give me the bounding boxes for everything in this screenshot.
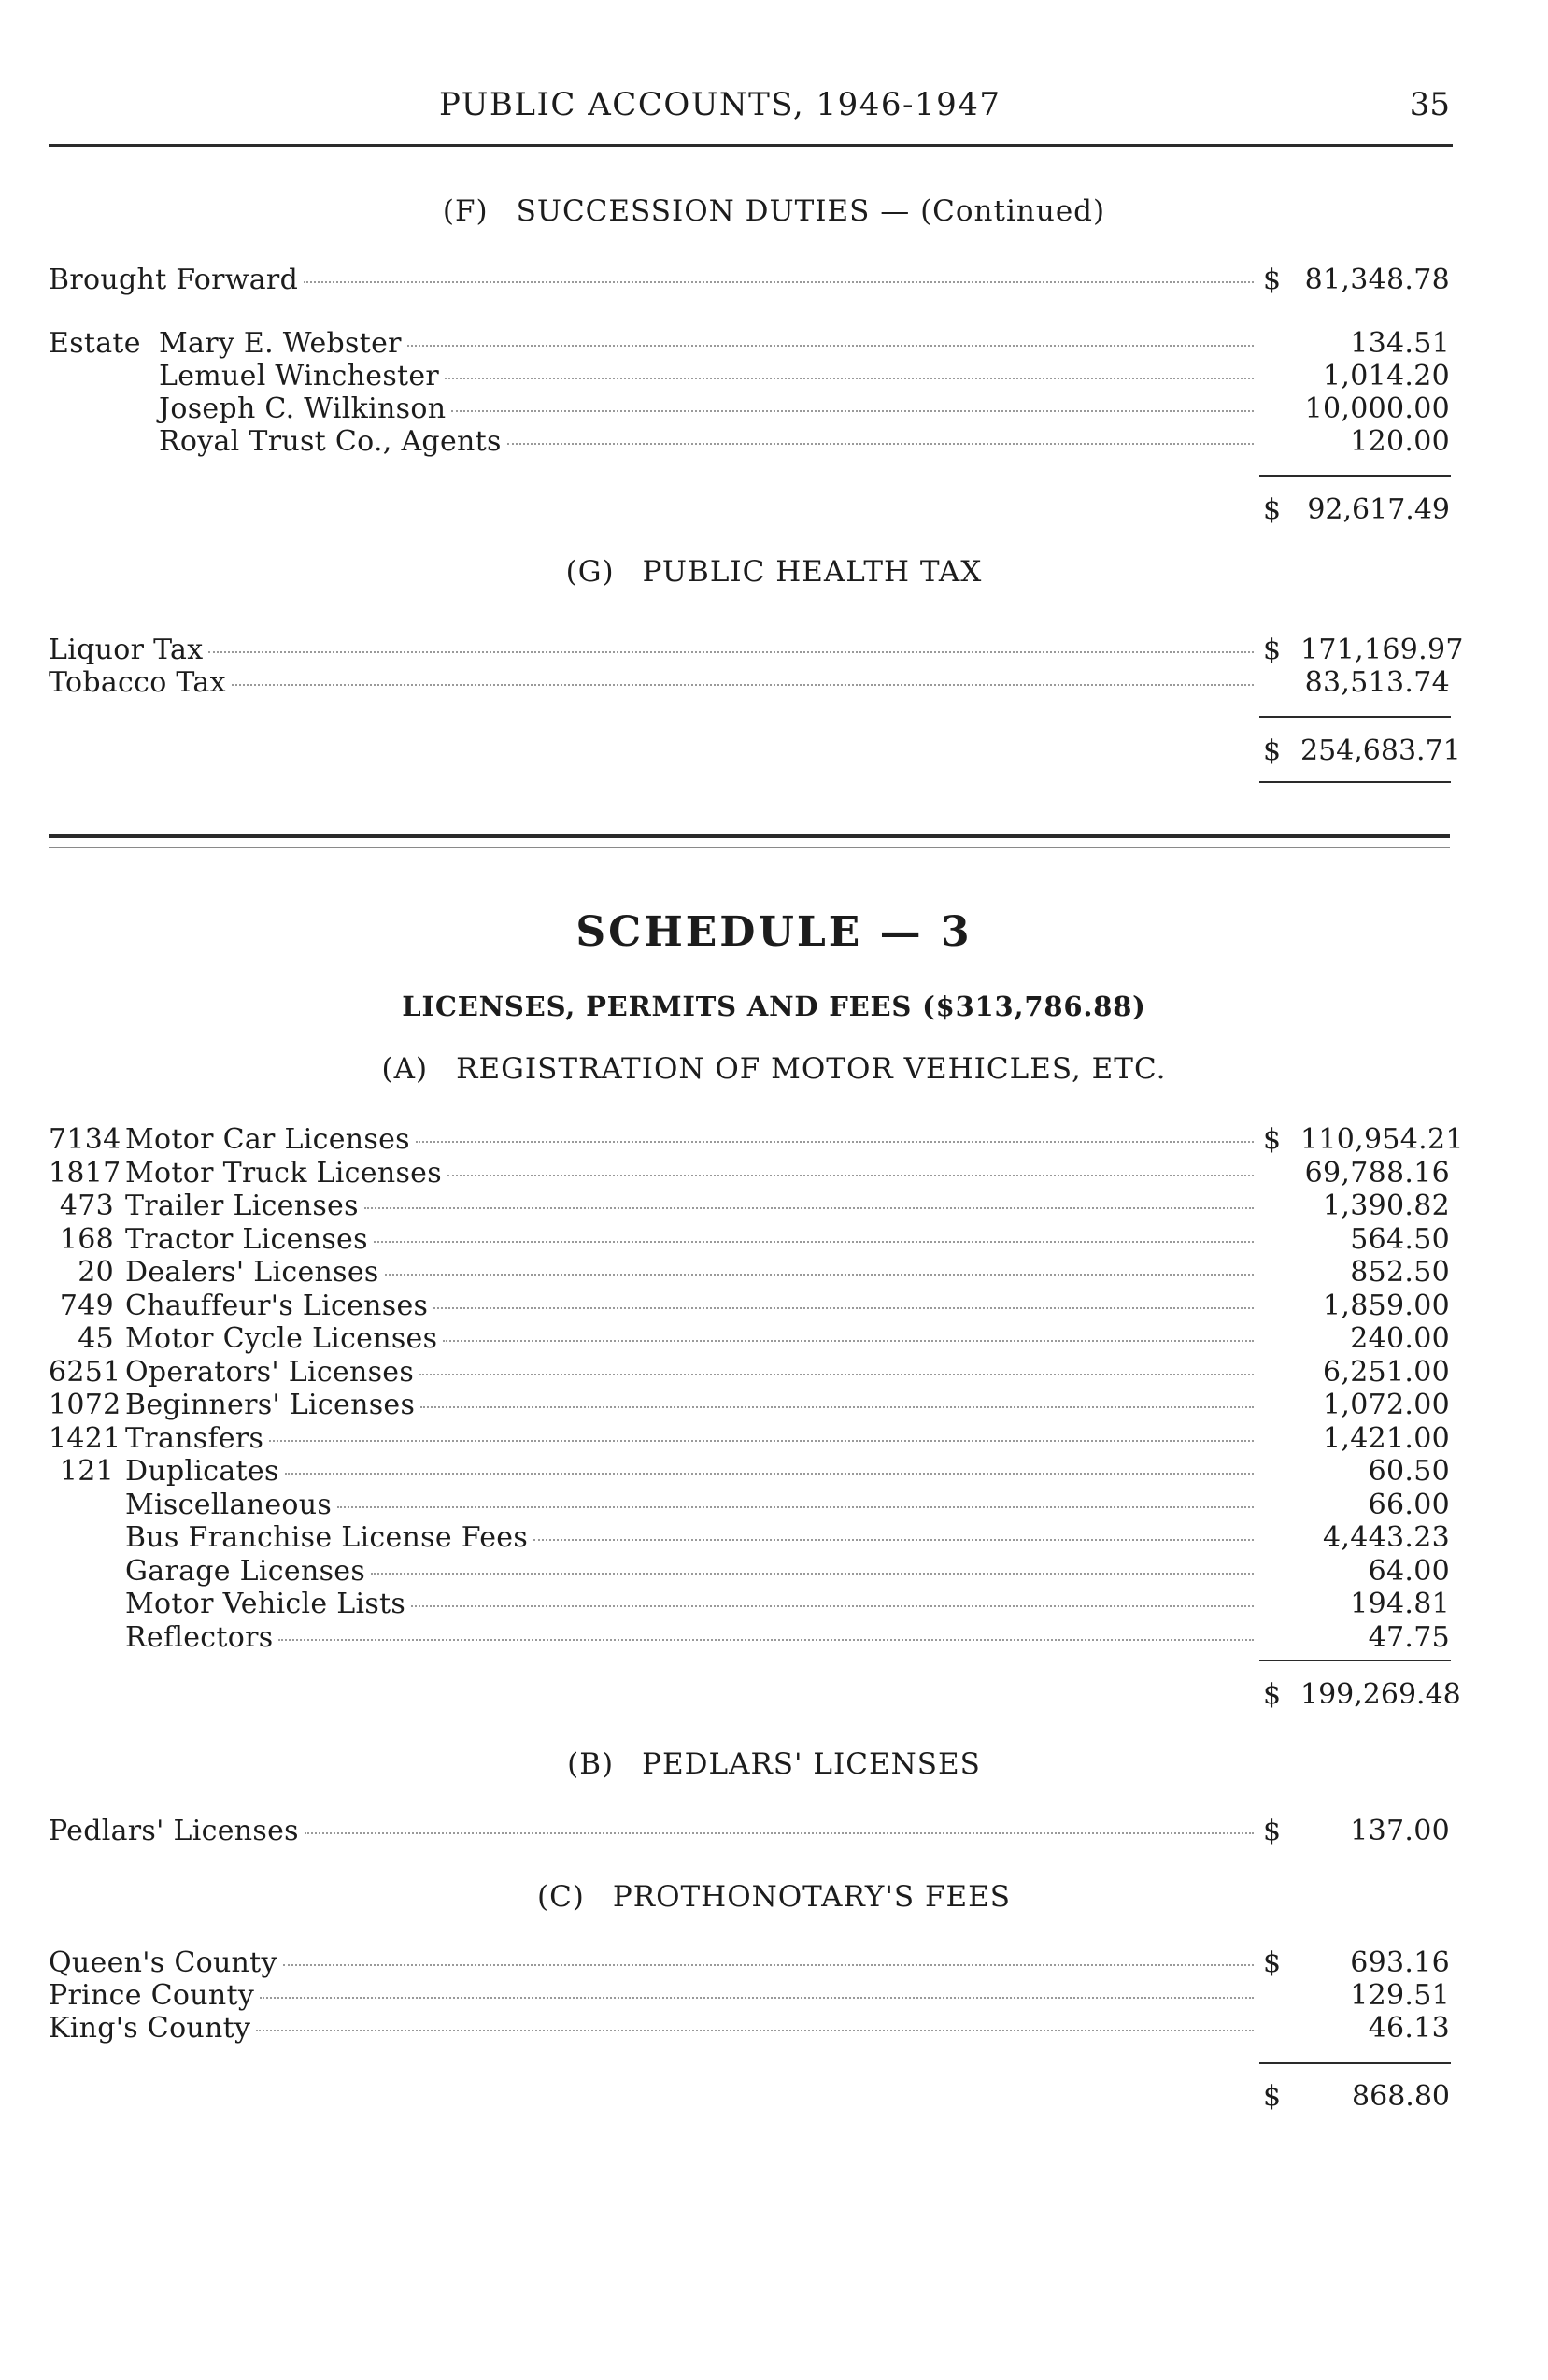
- row-quantity: 7134: [49, 1123, 121, 1156]
- ledger-row: [49, 634, 1464, 667]
- ledger-row: [49, 392, 1450, 426]
- section-b-title: PEDLARS' LICENSES: [642, 1747, 981, 1781]
- row-amount: 693.16: [1350, 1946, 1450, 1979]
- section-b-letter: (B): [567, 1747, 615, 1781]
- row-amount: 137.00: [1350, 1815, 1450, 1847]
- row-label: Garage Licenses: [125, 1555, 366, 1588]
- row-amount: 1,390.82: [1323, 1190, 1450, 1222]
- section-separator-thin: [49, 847, 1450, 848]
- leader-dots: [420, 1406, 1254, 1408]
- total-amount: 868.80: [1352, 2080, 1450, 2113]
- section-f-total: [1263, 493, 1450, 527]
- total-currency: $: [1263, 2080, 1282, 2113]
- row-amount: 83,513.74: [1304, 666, 1450, 699]
- row-label: Brought Forward: [49, 264, 299, 296]
- section-f-title: SUCCESSION DUTIES — (Continued): [516, 194, 1106, 228]
- leader-dots: [445, 378, 1254, 379]
- estate-prefix: Estate: [49, 327, 141, 360]
- sum-rule: [1259, 1660, 1451, 1661]
- page-number: 35: [1409, 86, 1450, 123]
- ledger-row: [49, 1123, 1464, 1157]
- row-label: Joseph C. Wilkinson: [159, 392, 447, 425]
- row-label: Motor Car Licenses: [125, 1123, 410, 1156]
- leader-dots: [304, 281, 1254, 283]
- ledger-row: [49, 1946, 1450, 1980]
- row-label: Prince County: [49, 1979, 255, 2012]
- ledger-row: [49, 1290, 1450, 1323]
- section-g-total: [1263, 734, 1461, 768]
- running-header: [0, 86, 1548, 133]
- sum-rule: [1259, 716, 1451, 718]
- ledger-row: [49, 1322, 1450, 1356]
- section-a-total: [1263, 1678, 1461, 1712]
- section-b-heading: [0, 1747, 1548, 1781]
- leader-dots: [419, 1374, 1254, 1375]
- leader-dots: [533, 1539, 1254, 1541]
- row-quantity: 121: [59, 1455, 114, 1488]
- section-separator: [49, 834, 1450, 838]
- row-currency: $: [1263, 1946, 1282, 1979]
- ledger-row: [49, 1356, 1450, 1390]
- ledger-row: [49, 666, 1450, 700]
- ledger-row: [49, 1588, 1450, 1621]
- row-label: Royal Trust Co., Agents: [159, 425, 502, 458]
- ledger-row: [49, 1489, 1450, 1522]
- row-label: Mary E. Webster: [159, 327, 402, 360]
- leader-dots: [447, 1175, 1254, 1176]
- row-label: Bus Franchise License Fees: [125, 1521, 529, 1554]
- ledger-row: [49, 1422, 1450, 1456]
- row-quantity: 1421: [49, 1422, 121, 1455]
- row-label: Duplicates: [125, 1455, 279, 1488]
- row-amount: 134.51: [1350, 327, 1450, 360]
- row-amount: 194.81: [1350, 1588, 1450, 1620]
- brought-forward-row: [49, 264, 1450, 297]
- row-amount: 1,421.00: [1323, 1422, 1450, 1455]
- ledger-row: [49, 1979, 1450, 2013]
- row-label: Motor Truck Licenses: [125, 1157, 442, 1190]
- row-quantity: 749: [59, 1290, 114, 1322]
- row-amount: 240.00: [1350, 1322, 1450, 1355]
- row-label: Tobacco Tax: [49, 666, 226, 699]
- ledger-row: [49, 1190, 1450, 1223]
- row-quantity: 20: [78, 1256, 114, 1289]
- leader-dots: [416, 1141, 1254, 1143]
- section-c-title: PROTHONOTARY'S FEES: [612, 1880, 1012, 1914]
- leader-dots: [507, 443, 1254, 445]
- row-amount: 852.50: [1350, 1256, 1450, 1289]
- sum-rule: [1259, 475, 1451, 477]
- ledger-row: [49, 1157, 1450, 1190]
- section-g-title: PUBLIC HEALTH TAX: [642, 555, 983, 589]
- row-amount: 120.00: [1350, 425, 1450, 458]
- row-amount: 46.13: [1368, 2012, 1450, 2045]
- schedule-subtitle: LICENSES, PERMITS AND FEES ($313,786.88): [402, 990, 1146, 1022]
- leader-dots: [285, 1473, 1254, 1475]
- row-amount: 1,859.00: [1323, 1290, 1450, 1322]
- section-c-heading: [0, 1880, 1548, 1914]
- row-quantity: 473: [59, 1190, 114, 1222]
- leader-dots: [260, 1997, 1254, 1999]
- leader-dots: [305, 1832, 1254, 1834]
- row-label: Beginners' Licenses: [125, 1389, 416, 1421]
- header-rule: [49, 144, 1453, 147]
- ledger-row: [49, 1815, 1450, 1848]
- leader-dots: [208, 651, 1254, 653]
- section-c-total: [1263, 2080, 1450, 2114]
- row-amount: 6,251.00: [1323, 1356, 1450, 1389]
- leader-dots: [232, 684, 1254, 686]
- leader-dots: [256, 2030, 1254, 2031]
- ledger-row: [49, 1621, 1450, 1655]
- row-amount: 60.50: [1368, 1455, 1450, 1488]
- leader-dots: [411, 1605, 1254, 1607]
- row-label: Pedlars' Licenses: [49, 1815, 299, 1847]
- row-amount: 564.50: [1350, 1223, 1450, 1256]
- row-label: Tractor Licenses: [125, 1223, 368, 1256]
- ledger-row: [49, 1223, 1450, 1257]
- sum-rule: [1259, 2062, 1451, 2064]
- row-quantity: 45: [78, 1322, 114, 1355]
- ledger-row: [49, 1555, 1450, 1589]
- total-amount: 254,683.71: [1300, 734, 1461, 767]
- ledger-row: [49, 1256, 1450, 1290]
- leader-dots: [283, 1964, 1254, 1966]
- row-label: Operators' Licenses: [125, 1356, 415, 1389]
- row-amount: 129.51: [1350, 1979, 1450, 2012]
- section-c-letter: (C): [536, 1880, 585, 1914]
- row-amount: 110,954.21: [1300, 1123, 1464, 1156]
- section-f-letter: (F): [442, 194, 489, 228]
- sum-rule: [1259, 781, 1451, 783]
- leader-dots: [371, 1573, 1254, 1575]
- section-g-letter: (G): [565, 555, 615, 589]
- row-quantity: 168: [59, 1223, 114, 1256]
- total-currency: $: [1263, 1678, 1282, 1711]
- row-amount: 1,072.00: [1323, 1389, 1450, 1421]
- row-currency: $: [1263, 634, 1282, 666]
- ledger-row: [49, 1389, 1450, 1422]
- total-currency: $: [1263, 493, 1282, 526]
- row-label: Queen's County: [49, 1946, 277, 1979]
- row-currency: $: [1263, 264, 1282, 296]
- row-amount: 81,348.78: [1304, 264, 1450, 296]
- row-label: Miscellaneous: [125, 1489, 333, 1521]
- leader-dots: [278, 1639, 1254, 1641]
- ledger-row: [49, 360, 1450, 393]
- row-amount: 171,169.97: [1300, 634, 1464, 666]
- row-label: Dealers' Licenses: [125, 1256, 379, 1289]
- leader-dots: [337, 1506, 1254, 1508]
- row-label: Motor Vehicle Lists: [125, 1588, 406, 1620]
- leader-dots: [374, 1241, 1254, 1243]
- leader-dots: [451, 410, 1254, 412]
- section-a-letter: (A): [381, 1052, 429, 1086]
- leader-dots: [269, 1440, 1254, 1442]
- row-amount: 10,000.00: [1304, 392, 1450, 425]
- schedule-title: SCHEDULE — 3: [575, 908, 973, 956]
- row-currency: $: [1263, 1815, 1282, 1847]
- total-amount: 199,269.48: [1300, 1678, 1461, 1711]
- ledger-row: [49, 327, 1450, 361]
- row-amount: 66.00: [1368, 1489, 1450, 1521]
- section-a-title: REGISTRATION OF MOTOR VEHICLES, ETC.: [456, 1052, 1167, 1086]
- row-label: Motor Cycle Licenses: [125, 1322, 438, 1355]
- ledger-row: [49, 1455, 1450, 1489]
- row-label: Transfers: [125, 1422, 264, 1455]
- row-label: Trailer Licenses: [125, 1190, 359, 1222]
- row-amount: 64.00: [1368, 1555, 1450, 1588]
- row-label: Liquor Tax: [49, 634, 204, 666]
- row-quantity: 1072: [49, 1389, 121, 1421]
- row-currency: $: [1263, 1123, 1282, 1156]
- row-quantity: 6251: [49, 1356, 121, 1389]
- row-label: King's County: [49, 2012, 251, 2045]
- row-quantity: 1817: [49, 1157, 121, 1190]
- leader-dots: [385, 1274, 1254, 1276]
- ledger-row: [49, 1521, 1450, 1555]
- row-amount: 69,788.16: [1304, 1157, 1450, 1190]
- row-label: Lemuel Winchester: [159, 360, 440, 392]
- row-amount: 1,014.20: [1323, 360, 1450, 392]
- leader-dots: [364, 1207, 1254, 1209]
- leader-dots: [407, 345, 1254, 347]
- total-amount: 92,617.49: [1307, 493, 1450, 526]
- row-label: Chauffeur's Licenses: [125, 1290, 429, 1322]
- leader-dots: [433, 1307, 1254, 1309]
- row-amount: 4,443.23: [1323, 1521, 1450, 1554]
- section-a-heading: [0, 1052, 1548, 1086]
- ledger-row: [49, 2012, 1450, 2045]
- row-amount: 47.75: [1368, 1621, 1450, 1654]
- section-g-heading: [0, 555, 1548, 589]
- row-label: Reflectors: [125, 1621, 274, 1654]
- total-currency: $: [1263, 734, 1282, 767]
- section-f-heading: [0, 194, 1548, 228]
- leader-dots: [443, 1340, 1254, 1342]
- page-header-title: PUBLIC ACCOUNTS, 1946-1947: [439, 86, 1001, 123]
- ledger-row: [49, 425, 1450, 459]
